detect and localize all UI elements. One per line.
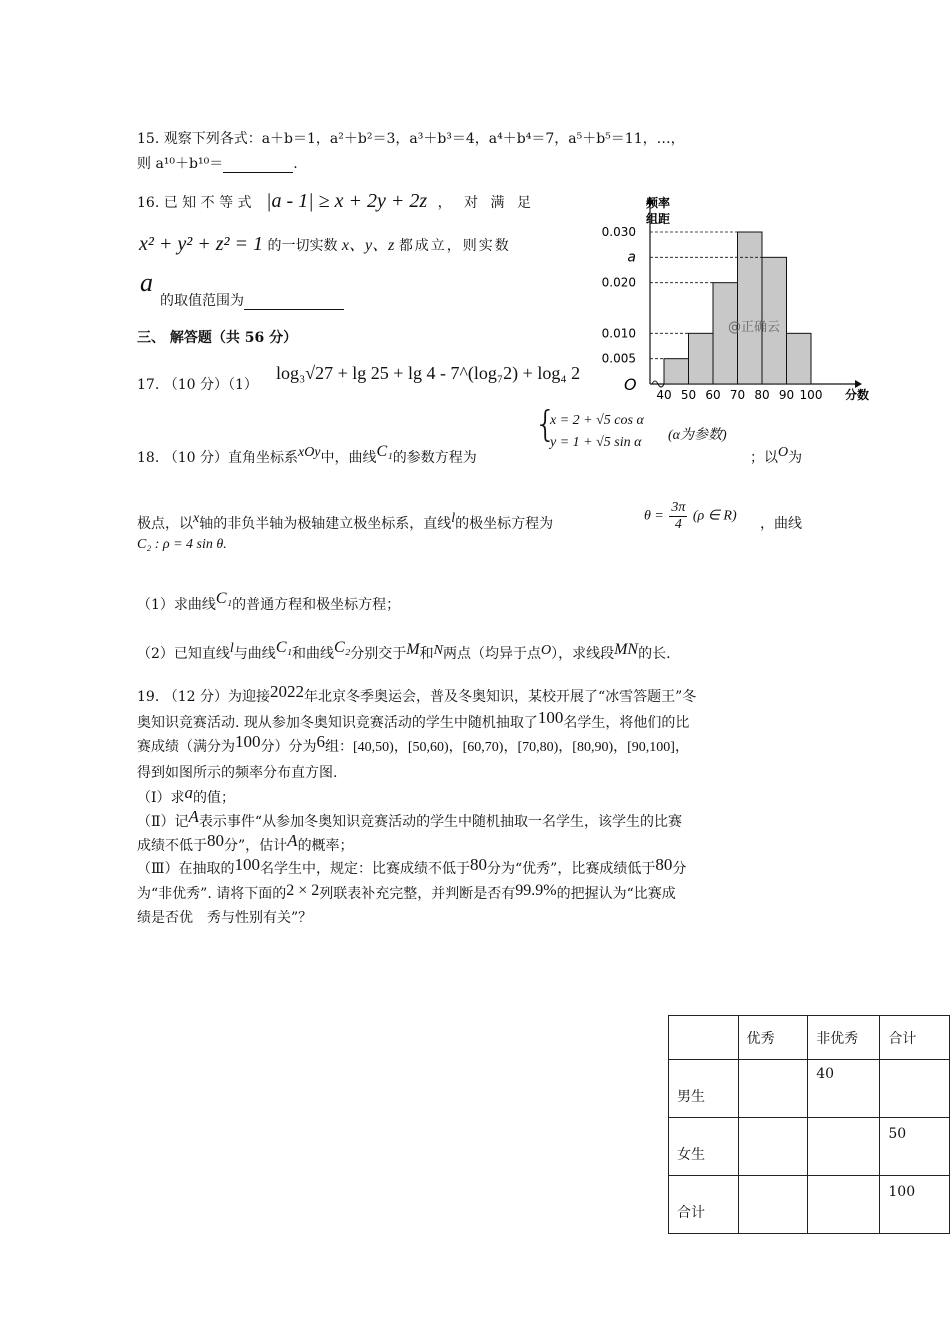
q18-p2-c2: C₂ <box>334 639 351 656</box>
q18-p2-m: M <box>406 641 420 658</box>
q18-p2d: 分别交于 <box>350 646 407 662</box>
x-tick-label: 100 <box>799 388 823 402</box>
q18-theta-den: 4 <box>674 517 682 532</box>
x-tick-label: 90 <box>778 388 795 402</box>
q18-p2c: 和曲线 <box>292 646 335 662</box>
q18-intro: 18. （10 分）直角坐标系 <box>137 450 298 466</box>
table-row <box>669 1176 950 1234</box>
q18-line1-tail <box>750 447 802 467</box>
q19-part2-cont <box>137 831 354 855</box>
x-axis-arrow-icon <box>855 380 862 388</box>
q19-p3a: （Ⅲ）在抽取的 <box>137 861 235 877</box>
q16-after: ， 对 满 足 <box>437 195 535 211</box>
q18-mid2: 的参数方程为 <box>392 450 477 466</box>
table-cell <box>880 1060 950 1118</box>
y-tick-label: 0.010 <box>601 326 636 341</box>
q15-line1: 15. 观察下列各式：a＋b＝1，a²＋b²＝3，a³＋b³＝4，a⁴＋b⁴＝7，a⁵＋b⁵＝11，…， <box>137 131 685 147</box>
q18-x: x <box>193 511 200 526</box>
q18-p2-n: N <box>433 643 443 658</box>
table-header-row <box>669 1016 950 1060</box>
q18-mid1: 中，曲线 <box>320 450 377 466</box>
q17-label: 17. （10 分）（1） <box>137 377 258 393</box>
histogram-bar <box>664 359 689 384</box>
q17-expression: log₃√27 + lg 25 + lg 4 - 7^(log₇2) + log₄ 2 <box>276 363 581 383</box>
q19-p3d: 分 <box>672 861 687 877</box>
y-tick-label: 0.020 <box>601 275 636 290</box>
q18-l: l <box>451 511 456 526</box>
table-cell <box>808 1176 880 1234</box>
q16-answer-blank <box>244 295 344 310</box>
q18-p2-l: l <box>229 641 234 656</box>
histogram-bar <box>689 333 714 384</box>
q19-l3c: 组： <box>325 739 353 755</box>
q18-p2e: 两点（均异于点 <box>442 646 541 662</box>
q18-line2 <box>137 513 553 533</box>
histogram-bar <box>738 232 763 384</box>
q19-a: a <box>184 783 194 802</box>
q19-n80: 80 <box>207 831 224 850</box>
table-cell: 40 <box>808 1060 880 1118</box>
q16-a: a <box>140 268 153 297</box>
contingency-table <box>668 1015 950 1234</box>
q19-p3e: 为“非优秀”. 请将下面的 <box>137 886 287 902</box>
q16-condition: x² + y² + z² = 1 <box>139 233 264 255</box>
q18-p2-mn: MN <box>614 641 639 658</box>
q18-param-y: y = 1 + √5 sin α <box>550 435 642 450</box>
y-tick-label: 0.030 <box>601 225 636 239</box>
table-header-not-excellent: 非优秀 <box>808 1016 880 1060</box>
q18-line2c: 的极坐标方程为 <box>455 516 554 532</box>
q15-answer-blank <box>223 158 293 173</box>
q19-p3-n80a: 80 <box>470 855 488 874</box>
table-cell <box>669 1016 739 1060</box>
table-header-excellent: 优秀 <box>738 1016 808 1060</box>
table-cell <box>738 1118 808 1176</box>
q19-line2 <box>137 708 690 732</box>
q19-part2 <box>137 807 683 831</box>
q19-line3 <box>137 732 689 756</box>
q18-line2a: 极点，以 <box>137 516 193 532</box>
q19-l3-n100: 100 <box>235 732 261 751</box>
q19-A: A <box>188 807 199 826</box>
q15-prefix: 则 a¹⁰＋b¹⁰＝ <box>137 156 224 172</box>
table-row <box>669 1118 950 1176</box>
q19-l2a: 奥知识竞赛活动. 现从参加冬奥知识竞赛活动的学生中随机抽取了 <box>137 715 538 731</box>
q16-label: 16. 已 知 不 等 式 <box>137 195 252 211</box>
q16-tail: 都成立，则实数 <box>398 238 511 254</box>
q19-p3-n80b: 80 <box>655 855 673 874</box>
q18-p2-and: 和 <box>419 646 434 662</box>
y-axis-label-denominator: 组距 <box>646 212 671 226</box>
q19-p1a: （Ⅰ）求 <box>137 790 185 806</box>
q19-p3f: 列联表补充完整，并判断是否有 <box>319 886 516 902</box>
q19-groups: [40,50)，[50,60)，[60,70)，[70,80)，[80,90)，[90,100]， <box>353 740 689 755</box>
q18-part1-a: （1）求曲线 <box>137 597 216 613</box>
q18-theta-lhs: θ = <box>644 508 664 524</box>
q16-range: 的取值范围为 <box>160 293 244 309</box>
q18-mid3: ；以 <box>750 450 778 466</box>
q18-c1: C₁ <box>376 443 393 460</box>
q18-part1 <box>137 590 401 614</box>
q16-line1 <box>137 190 535 213</box>
table-row <box>669 1060 950 1118</box>
table-row-label: 男生 <box>669 1060 739 1118</box>
q18-c2-equation: C₂ : ρ = 4 sin θ. <box>137 537 227 552</box>
q19-p2a: （Ⅱ）记 <box>137 814 189 830</box>
q19-line4: 得到如图所示的频率分布直方图. <box>137 765 338 781</box>
y-axis-label: 频率 <box>646 196 671 210</box>
q18-line2b: 轴的非负半轴为极轴建立极坐标系，直线 <box>199 516 452 532</box>
q19-p2e: 的概率； <box>297 838 354 854</box>
q18-p2g: 的长. <box>638 646 671 662</box>
y-tick-label: a <box>627 249 636 266</box>
table-row-label: 女生 <box>669 1118 739 1176</box>
q18-param-note: (α为参数) <box>668 428 727 443</box>
x-tick-label: 40 <box>656 388 672 402</box>
q19-p2c: 成绩不低于 <box>137 838 207 854</box>
q19-pct: 99.9% <box>515 882 557 899</box>
x-tick-label: 50 <box>680 388 697 402</box>
q15-suffix: . <box>293 156 298 172</box>
q19-n100: 100 <box>537 708 564 727</box>
origin-label: O <box>624 375 637 394</box>
q18-p2a: （2）已知直线 <box>137 646 230 662</box>
q19-line1 <box>137 682 697 706</box>
q19-p2d: 分”，估计 <box>224 838 288 854</box>
q19-part1 <box>137 783 236 807</box>
q19-p3-n100: 100 <box>234 855 261 874</box>
q15-line2 <box>137 153 298 173</box>
q19-year: 2022 <box>269 682 304 701</box>
q19-A2: A <box>287 831 298 850</box>
table-cell: 50 <box>880 1118 950 1176</box>
q16-line3b <box>160 290 344 310</box>
q18-line2-tail: ，曲线 <box>760 516 802 532</box>
x-tick-label: 70 <box>729 388 746 402</box>
q18-p2-o: O <box>540 643 552 658</box>
q18-param-system <box>534 404 644 454</box>
q19-l1b: 年北京冬季奥运会，普及冬奥知识，某校开展了“冰雪答题王”冬 <box>303 689 697 705</box>
table-cell <box>738 1176 808 1234</box>
q19-2x2: 2 × 2 <box>286 882 320 899</box>
q16-mid: 的一切实数 <box>267 238 338 254</box>
q18-mid4: 为 <box>788 450 803 466</box>
y-tick-label: 0.005 <box>601 351 636 366</box>
q19-l1a: 19. （12 分）为迎接 <box>137 689 270 705</box>
q18-o: O <box>778 445 789 460</box>
q18-theta-num: 3π <box>671 500 686 515</box>
histogram <box>590 185 870 410</box>
q18-part1-b: 的普通方程和极坐标方程； <box>232 597 401 613</box>
q19-p3g: 的把握认为“比赛成 <box>556 886 676 902</box>
q18-xoy: xOy <box>297 445 321 460</box>
q19-l2b: 名学生，将他们的比 <box>563 715 690 731</box>
q18-p2f: ），求线段 <box>551 646 615 662</box>
q16-vars: x、y、z <box>341 237 395 254</box>
x-tick-label: 80 <box>754 388 770 402</box>
q18-line1 <box>137 443 477 467</box>
q16-line3 <box>140 268 153 298</box>
q18-p2b: 与曲线 <box>233 646 276 662</box>
q19-part3-cont <box>137 883 676 903</box>
q18-theta-cond: (ρ ∈ R) <box>692 508 737 524</box>
q19-part3 <box>137 855 687 878</box>
q19-p2b: 表示事件“从参加冬奥知识竞赛活动的学生中随机抽取一名学生，该学生的比赛 <box>198 814 683 830</box>
q18-part1-c1: C₁ <box>215 590 233 607</box>
section-title: 三、 解答题（共 56 分） <box>137 330 298 346</box>
q19-p3c: 分为“优秀”，比赛成绩低于 <box>487 861 656 877</box>
histogram-bar <box>787 333 812 384</box>
q19-six: 6 <box>316 732 325 751</box>
q19-part3-end: 绩是否优 秀与性别有关”？ <box>137 910 313 926</box>
q19-p1b: 的值； <box>193 790 236 806</box>
q19-l3a: 赛成绩（满分为 <box>137 739 235 755</box>
x-tick-label: 60 <box>705 388 721 402</box>
q16-inequality: |a - 1| ≥ x + 2y + 2z <box>265 190 428 212</box>
x-axis-label: 分数 <box>845 388 870 402</box>
q18-part2 <box>137 639 671 663</box>
q16-line2 <box>139 232 511 256</box>
table-row-label: 合计 <box>669 1176 739 1234</box>
table-header-total: 合计 <box>880 1016 950 1060</box>
brace-icon: { <box>534 404 557 445</box>
table-cell <box>808 1118 880 1176</box>
q18-theta-eq <box>644 500 737 533</box>
q18-p2-c1: C₁ <box>275 639 293 656</box>
table-cell: 100 <box>880 1176 950 1234</box>
watermark: @正确云 <box>728 320 781 335</box>
table-cell <box>738 1060 808 1118</box>
q19-l3b: 分）分为 <box>260 739 317 755</box>
q19-p3b: 名学生中，规定：比赛成绩不低于 <box>260 861 471 877</box>
q18-param-x: x = 2 + √5 cos α <box>550 413 644 428</box>
